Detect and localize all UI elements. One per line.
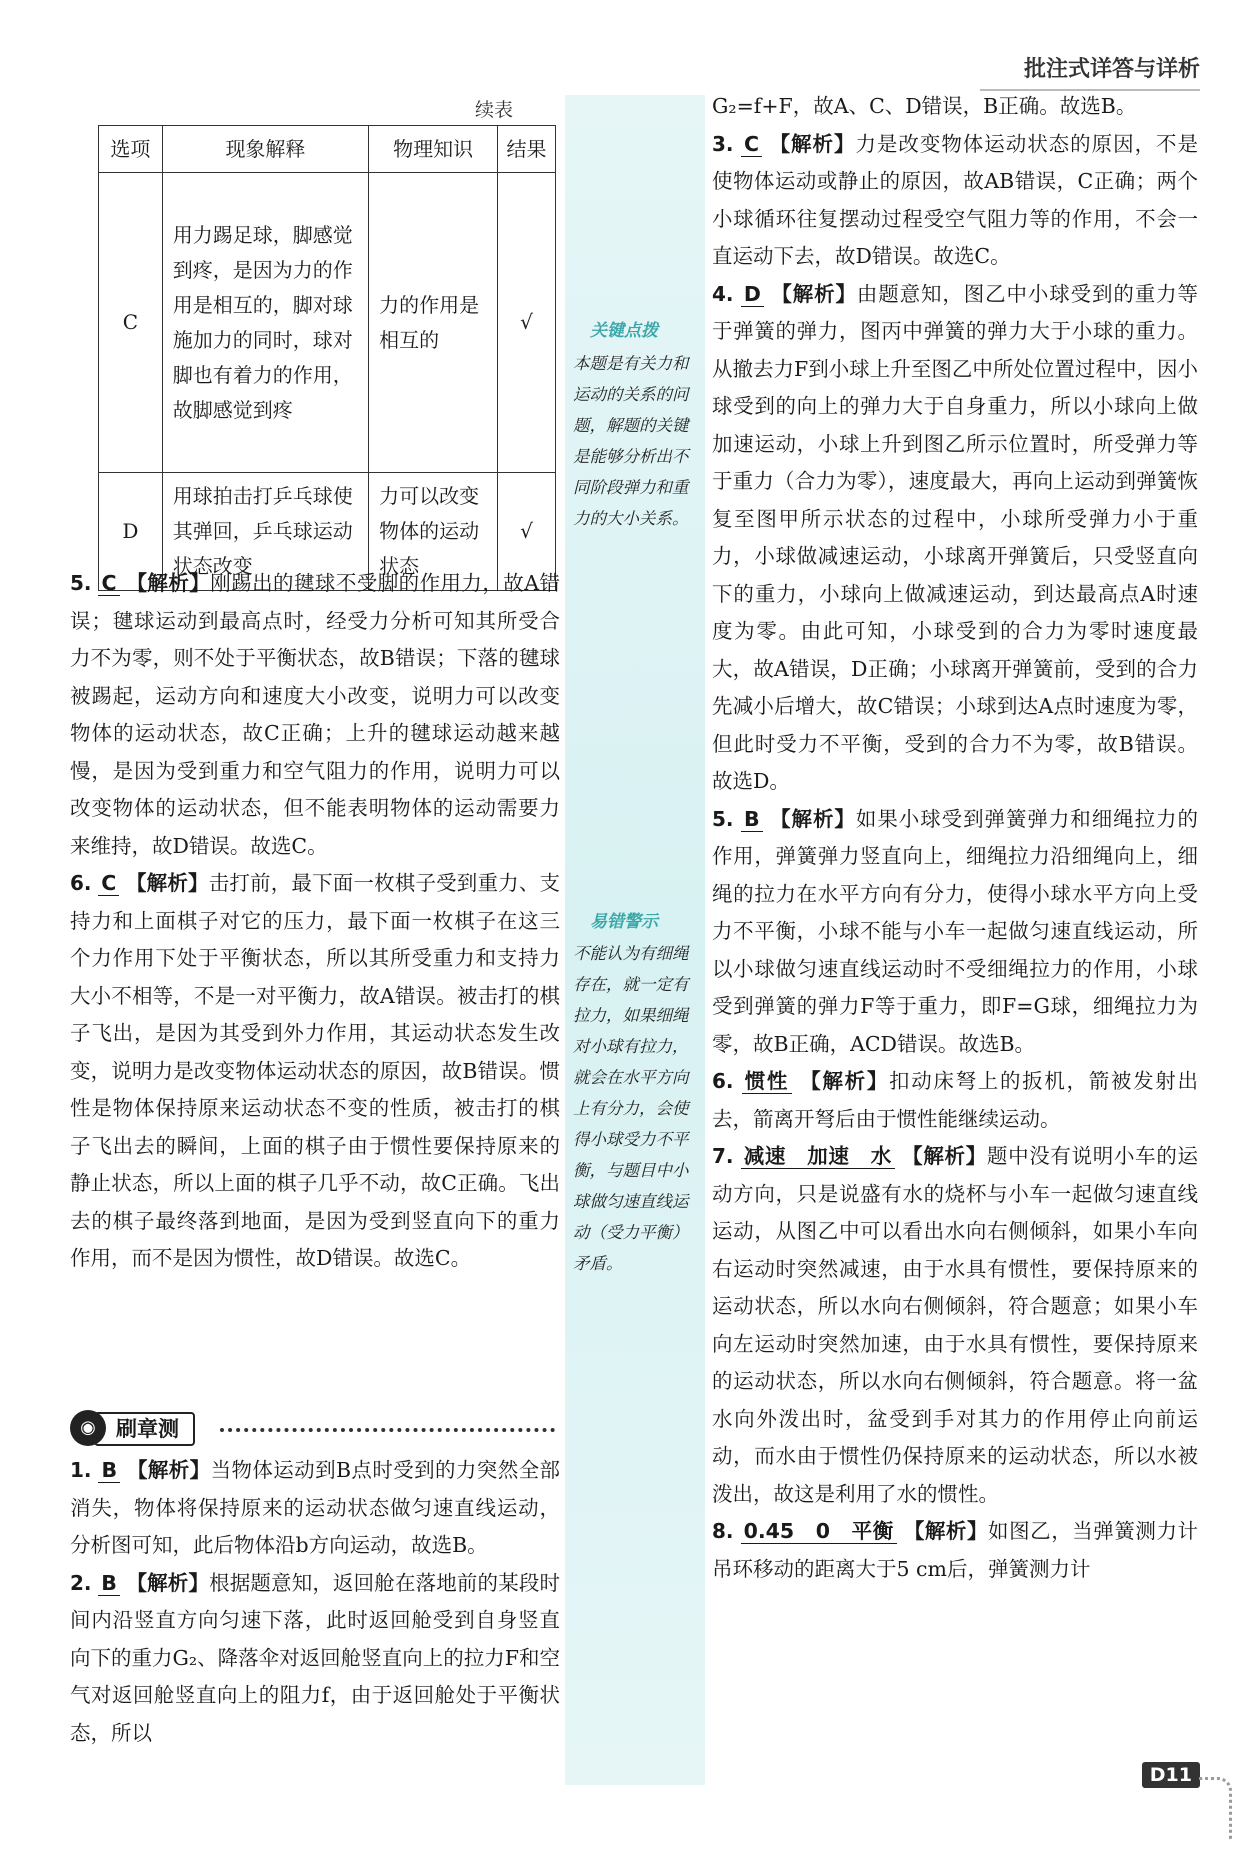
item-tag: 【解析】: [771, 281, 857, 306]
side-note-title: 关键点拨: [590, 321, 658, 341]
chapter-icon: ◉: [70, 1410, 106, 1446]
table-header: 结果: [498, 126, 556, 173]
item-number: 1.: [70, 1458, 92, 1482]
left-column-upper: [70, 565, 560, 1278]
item-text: 题中没有说明小车的运动方向，只是说盛有水的烧杯与小车一起做匀速直线运动，从图乙中可以看出水向右侧倾斜，如果小车向右运动时突然减速，由于水具有惯性，要保持原来的运动状态，所以水向右侧倾斜，符合题意；如果小车向左运动时突然加速，由于水具有惯性，要保持原来的运动状态，所以水向右侧倾斜，符合题意。将一盆水向外泼出时，盆受到手对其力的作用停止向前运动，而水由于惯性仍保持原来的运动状态，所以水被泼出，故这是利用了水的惯性。: [712, 1144, 1198, 1506]
page-number: D11: [1142, 1762, 1200, 1788]
item-answer: B: [98, 1458, 120, 1483]
item-number: 8.: [712, 1519, 734, 1543]
header-title: 批注式详答与详析: [980, 52, 1200, 91]
item-text: 由题意知，图乙中小球受到的重力等于弹簧的弹力，图丙中弹簧的弹力大于小球的重力。从撤去力F到小球上升至图乙中所处位置过程中，因小球受到的向上的弹力大于自身重力，所以小球向上做加速运动，小球上升到图乙所示位置时，所受弹力等于重力（合力为零），速度最大，再向上运动到弹簧恢复至图甲所示状态的过程中，小球所受弹力小于重力，小球做减速运动，小球离开弹簧后，只受竖直向下的重力，小球向上做减速运动，到达最高点A时速度为零。由此可知，小球受到的合力为零时速度最大，故A错误，D正确；小球离开弹簧前，受到的合力先减小后增大，故C错误；小球到达A点时速度为零，但此时受力不平衡，受到的合力不为零，故B错误。故选D。: [712, 281, 1199, 793]
item-number: 7.: [712, 1144, 734, 1168]
table-header-row: [99, 126, 556, 173]
item-number: 6.: [70, 871, 92, 895]
item-number: 6.: [712, 1069, 734, 1093]
item-number: 4.: [712, 281, 734, 306]
answer-item: [70, 565, 560, 865]
item-tag: 【解析】: [769, 131, 856, 156]
right-column: [712, 88, 1198, 1588]
table-continued-label: 续表: [475, 99, 514, 121]
item-tag: 【解析】: [125, 871, 209, 895]
answer-item: [712, 1513, 1198, 1588]
item-text: 击打前，最下面一枚棋子受到重力、支持力和上面棋子对它的压力，最下面一枚棋子在这三个力作用下处于平衡状态，所以其所受重力和支持力大小不相等，不是一对平衡力，故A错误。被击打的棋子飞出，是因为其受到外力作用，其运动状态发生改变，说明力是改变物体运动状态的原因，故B错误。惯性是物体保持原来运动状态不变的性质，被击打的棋子飞出去的瞬间，上面的棋子由于惯性要保持原来的静止状态，所以上面的棋子几乎不动，故C正确。飞出去的棋子最终落到地面，是因为受到竖直向下的重力作用，而不是因为惯性，故D错误。故选C。: [70, 871, 561, 1270]
item-answer: C: [741, 132, 762, 157]
item-answer: B: [98, 1571, 120, 1596]
table-row: [99, 173, 556, 473]
table-header: 现象解释: [162, 126, 368, 173]
item-tag: 【解析】: [126, 571, 211, 595]
answer-item: [70, 865, 560, 1278]
item-number: 5.: [712, 806, 734, 831]
item-number: 5.: [70, 571, 92, 595]
options-table: [98, 125, 556, 591]
item-text: 如果小球受到弹簧弹力和细绳拉力的作用，弹簧弹力竖直向上，细绳拉力沿细绳向上，细绳的拉力在水平方向有分力，使得小球水平方向上受力不平衡，小球不能与小车一起做匀速直线运动，所以小球做匀速直线运动时不受细绳拉力的作用，小球受到弹簧的弹力F等于重力，即F=G球，细绳拉力为零，故B正确，ACD错误。故选B。: [712, 806, 1199, 1056]
item-text: 力是改变物体运动状态的原因，不是使物体运动或静止的原因，故AB错误，C正确；两个小球循环往复摆动过程受空气阻力等的作用，不会一直运动下去，故D错误。故选C。: [712, 131, 1199, 268]
answer-item: [712, 126, 1198, 276]
item-text: 如图乙，当弹簧测力计吊环移动的距离大于5 cm后，弹簧测力计: [712, 1519, 1199, 1581]
chapter-title: 刷章测: [94, 1412, 195, 1446]
table-cell-knowledge: 力的作用是相互的: [369, 173, 498, 473]
table-cell-explanation: 用球拍击打乒乓球使其弹回，乒乓球运动状态改变: [162, 473, 368, 591]
item-answer: B: [741, 807, 763, 832]
answer-item: [70, 1565, 560, 1753]
item-tag: 【解析】: [127, 1458, 211, 1482]
item-answer: D: [741, 282, 764, 307]
table-cell-explanation: 用力踢足球，脚感觉到疼，是因为力的作用是相互的，脚对球施加力的同时，球对脚也有着力的作用，故脚感觉到疼: [162, 173, 368, 473]
answer-item: [712, 88, 1198, 126]
side-note-text: 不能认为有细绳存在，就一定有拉力，如果细绳对小球有拉力，就会在水平方向上有分力，会使得小球受力不平衡，与题目中小球做匀速直线运动（受力平衡）矛盾。: [573, 944, 689, 1273]
answer-item: [712, 801, 1198, 1064]
table-header: 选项: [99, 126, 163, 173]
table-cell-result: √: [498, 173, 556, 473]
left-column-lower: [70, 1452, 560, 1752]
table-cell-option: C: [99, 173, 163, 473]
item-text: G₂=f+F，故A、C、D错误，B正确。故选B。: [712, 94, 1137, 118]
item-tag: 【解析】: [902, 1144, 987, 1168]
item-text: 刚踢出的毽球不受脚的作用力，故A错误；毽球运动到最高点时，经受力分析可知其所受合力不为零，则不处于平衡状态，故B错误；下落的毽球被踢起，运动方向和速度大小改变，说明力可以改变物体的运动状态，故C正确；上升的毽球运动越来越慢，是因为受到重力和空气阻力的作用，说明力可以改变物体的运动状态，但不能表明物体的运动需要力来维持，故D错误。故选C。: [70, 571, 560, 858]
answer-item: [70, 1452, 560, 1565]
item-answer: 惯性: [742, 1069, 792, 1094]
item-text: 当物体运动到B点时受到的力突然全部消失，物体将保持原来的运动状态做匀速直线运动，分析图可知，此后物体沿b方向运动，故选B。: [70, 1458, 560, 1557]
item-tag: 【解析】: [770, 806, 856, 831]
item-answer: C: [98, 571, 119, 596]
table-cell-knowledge: 力可以改变物体的运动状态: [369, 473, 498, 591]
item-tag: 【解析】: [903, 1519, 989, 1543]
page-corner-decoration: [1199, 1777, 1232, 1840]
item-text: 根据题意知，返回舱在落地前的某段时间内沿竖直方向匀速下落，此时返回舱受到自身竖直向下的重力G₂、降落伞对返回舱竖直向上的拉力F和空气对返回舱竖直向上的阻力f，由于返回舱处于平衡状态，所以: [70, 1570, 560, 1745]
table-header: 物理知识: [369, 126, 498, 173]
answer-item: [712, 1138, 1198, 1513]
item-number: 2.: [70, 1570, 92, 1595]
chapter-dots: [220, 1428, 555, 1432]
item-answer: 0.45 0 平衡: [741, 1519, 897, 1544]
answer-item: [712, 276, 1198, 801]
item-answer: C: [98, 871, 119, 896]
side-note-title: 易错警示: [590, 912, 658, 932]
item-number: 3.: [712, 131, 734, 156]
item-tag: 【解析】: [800, 1069, 890, 1093]
item-text: 扣动床弩上的扳机，箭被发射出去，箭离开弩后由于惯性能继续运动。: [712, 1069, 1198, 1131]
chapter-heading: [70, 1408, 560, 1448]
table-cell-option: D: [99, 473, 163, 591]
side-note-text: 本题是有关力和运动的关系的问题，解题的关键是能够分析出不同阶段弹力和重力的大小关系。: [573, 354, 689, 528]
table-cell-result: √: [498, 473, 556, 591]
item-answer: 减速 加速 水: [741, 1144, 895, 1169]
answer-item: [712, 1063, 1198, 1138]
item-tag: 【解析】: [126, 1570, 210, 1595]
